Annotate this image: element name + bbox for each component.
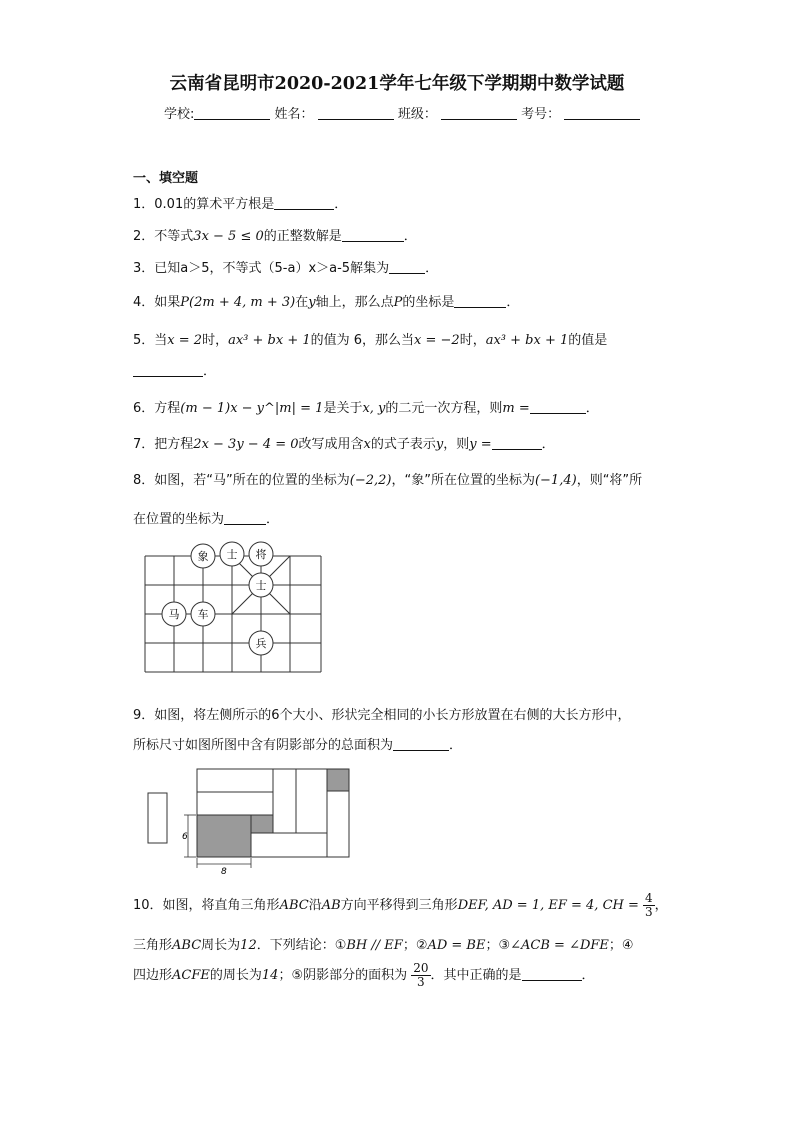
answer-blank[interactable]	[389, 261, 425, 274]
answer-blank[interactable]	[224, 512, 266, 525]
chess-piece-ma	[162, 602, 186, 626]
svg-text:兵: 兵	[255, 637, 267, 650]
large-rectangle	[197, 769, 349, 857]
student-info-row	[164, 103, 640, 122]
section-title: 一、填空题	[133, 171, 199, 186]
chess-piece-che	[191, 602, 215, 626]
question-7: 7．把方程2x − 3y − 4 = 0改写成用含x的式子表示y，则y = ．	[133, 437, 555, 452]
question-10-line-2: 三角形ABC周长为12．下列结论：①BH // EF；②AD = BE；③∠ACB = ∠DFE；④	[133, 938, 634, 953]
shaded-region	[251, 815, 273, 833]
shaded-region	[197, 815, 251, 857]
chess-board-figure	[140, 538, 330, 678]
chess-piece-bing	[249, 631, 273, 655]
answer-blank[interactable]	[274, 197, 334, 210]
chess-piece-shi-mid	[249, 573, 273, 597]
width-label: 8	[221, 867, 227, 876]
question-9-line-2: 所标尺寸如图所图中含有阴影部分的总面积为 ．	[133, 738, 463, 753]
question-10-line-3: 四边形ACFE的周长为14；⑤阴影部分的面积为 $\frac{20}{3}$ ．其中正确的是 ．	[133, 961, 595, 989]
rectangles-figure	[140, 764, 360, 876]
svg-text:马: 马	[168, 608, 180, 621]
class-blank[interactable]	[441, 106, 517, 120]
height-label: 6	[182, 832, 188, 842]
fraction-area: $\frac{20}{3}$	[413, 961, 429, 989]
small-rectangle	[148, 793, 167, 843]
chess-piece-shi-top	[220, 542, 244, 566]
question-3: 3．已知a＞5，不等式（5-a）x＞a-5解集为 ．	[133, 261, 439, 276]
chess-piece-xiang	[191, 544, 215, 568]
name-blank[interactable]	[318, 106, 394, 120]
class-label: 班级：	[397, 107, 437, 122]
answer-blank[interactable]	[342, 229, 404, 242]
svg-text:将: 将	[255, 548, 267, 561]
svg-text:车: 车	[197, 608, 209, 621]
school-blank[interactable]	[194, 106, 270, 120]
answer-blank[interactable]	[454, 295, 506, 308]
question-5-blank-line: ．	[133, 360, 216, 379]
answer-blank[interactable]	[492, 437, 542, 450]
question-2: 2．不等式3x − 5 ≤ 0的正整数解是 ．	[133, 229, 417, 244]
page-title: 云南省昆明市2020-2021学年七年级下学期期中数学试题	[169, 74, 625, 94]
shaded-region	[327, 769, 349, 791]
answer-blank[interactable]	[522, 968, 582, 981]
question-6: 6．方程(m − 1)x − y^|m| = 1是关于x, y的二元一次方程，则m = ．	[133, 401, 599, 416]
question-4: 4．如果P(2m + 4, m + 3)在y轴上，那么点P的坐标是 ．	[133, 295, 520, 310]
answer-blank[interactable]	[530, 401, 586, 414]
exam-no-label: 考号：	[521, 107, 561, 122]
question-9: 9．如图，将左侧所示的6个大小、形状完全相同的小长方形放置在右侧的大长方形中，	[133, 708, 631, 723]
name-label: 姓名：	[274, 107, 314, 122]
exam-no-blank[interactable]	[564, 106, 640, 120]
question-5: 5．当x = 2时，ax³ + bx + 1的值为 6，那么当x = −2时，ax³ + bx + 1的值是	[133, 333, 608, 348]
svg-text:象: 象	[197, 550, 209, 563]
svg-text:士: 士	[226, 548, 238, 561]
answer-blank[interactable]	[393, 738, 449, 751]
school-label: 学校:	[164, 107, 195, 122]
question-8: 8．如图，若“马”所在的位置的坐标为(−2,2)，“象”所在位置的坐标为(−1,4)，则“将”所	[133, 473, 643, 488]
answer-blank[interactable]	[133, 364, 203, 377]
svg-text:士: 士	[255, 579, 267, 592]
fraction-ch: $\frac{4}{3}$	[645, 891, 653, 919]
question-8-line-2: 在位置的坐标为 ．	[133, 512, 280, 527]
chess-piece-jiang	[249, 542, 273, 566]
question-10: 10．如图，将直角三角形ABC沿AB方向平移得到三角形DEF, AD = 1, EF = 4, CH = $\frac{4}{3}$ ，	[133, 891, 668, 919]
question-1: 1．0.01的算术平方根是 ．	[133, 197, 348, 212]
